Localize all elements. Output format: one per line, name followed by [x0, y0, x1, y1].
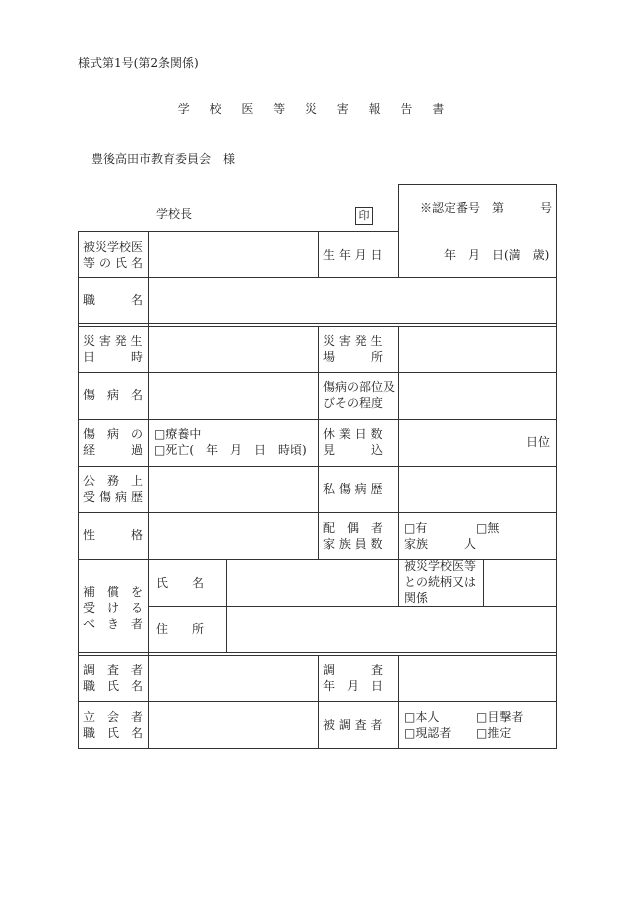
rule-v: [318, 326, 319, 559]
rule: [78, 559, 557, 560]
leave-days-unit: 日位: [526, 435, 551, 449]
subject-option-witness[interactable]: □目撃者: [476, 710, 524, 724]
addressee: 豊後高田市教育委員会 様: [91, 152, 236, 166]
subject-label: 被 調 査 者: [323, 718, 383, 732]
private-history-label: 私 傷 病 歴: [323, 482, 383, 496]
subject-option-confirmer[interactable]: □現認者: [404, 726, 452, 740]
disease-name-label: 傷 病 名: [83, 388, 144, 402]
document-title: 学 校 医 等 災 害 報 告 書: [177, 102, 453, 116]
occurrence-place-label-1: 災 害 発 生: [323, 334, 383, 348]
witness-label-1: 立 会 者: [83, 710, 144, 724]
rule: [78, 277, 557, 278]
relation-label-3: 関係: [404, 591, 429, 605]
victim-name-label-1: 被災学校医: [83, 240, 144, 254]
rule: [148, 606, 557, 607]
character-label: 性 格: [83, 528, 144, 542]
spouse-option-yes[interactable]: □有: [404, 521, 428, 535]
subject-option-self[interactable]: □本人: [404, 710, 440, 724]
compensation-label-1: 補 償 を: [83, 585, 144, 599]
seal-mark: 印: [355, 207, 373, 225]
injury-part-label-1: 傷病の部位及: [323, 380, 396, 394]
witness-label-2: 職 氏 名: [83, 726, 144, 740]
position-label: 職 名: [83, 293, 144, 307]
relation-label-2: との続柄又は: [404, 575, 477, 589]
leave-days-label-1: 休 業 日 数: [323, 427, 383, 441]
progress-option-deceased[interactable]: □死亡( 年 月 日 時頃): [154, 443, 307, 457]
rule-v: [148, 231, 149, 749]
table-border-left: [78, 231, 79, 749]
rule-v: [318, 231, 319, 277]
victim-name-label-2: 等の氏名: [83, 256, 143, 270]
family-prefix: 家族: [404, 537, 429, 551]
rule-v: [483, 559, 484, 606]
rule-v: [398, 655, 399, 749]
investigator-label-1: 調 査 者: [83, 663, 144, 677]
rule-v: [226, 559, 227, 652]
birth-date-label: 生 年 月 日: [323, 248, 383, 262]
cert-number-label: ※認定番号 第 号: [420, 201, 553, 215]
progress-label-1: 傷 病 の: [83, 427, 144, 441]
investigation-date-label-1: 調 査: [323, 663, 384, 677]
cert-box-left: [398, 184, 399, 231]
report-form-table: [78, 184, 557, 749]
rule-v: [398, 559, 399, 606]
compensation-label-3: べ き 者: [83, 617, 144, 631]
investigator-label-2: 職 氏 名: [83, 679, 144, 693]
recipient-address-label: 住 所: [156, 622, 205, 636]
table-border-top-left: [78, 231, 398, 232]
form-number: 様式第1号(第2条関係): [78, 56, 199, 70]
progress-label-2: 経 過: [83, 443, 144, 457]
spouse-label-1: 配 偶 者: [323, 521, 384, 535]
injury-part-label-2: びその程度: [323, 396, 384, 410]
rule-v: [318, 655, 319, 749]
principal-label: 学校長: [156, 207, 193, 221]
family-unit: 人: [464, 537, 477, 551]
occurrence-datetime-label-2: 日 時: [83, 350, 144, 364]
table-border-top-right: [398, 184, 557, 185]
rule-v: [398, 231, 399, 277]
recipient-name-label: 氏 名: [156, 576, 205, 590]
spouse-label-2: 家 族 員 数: [323, 537, 383, 551]
spouse-option-no[interactable]: □無: [476, 521, 500, 535]
official-history-label-1: 公 務 上: [83, 474, 144, 488]
rule: [78, 652, 557, 653]
occurrence-datetime-label-1: 災 害 発 生: [83, 334, 143, 348]
occurrence-place-label-2: 場 所: [323, 350, 384, 364]
official-history-label-2: 受傷病歴: [83, 490, 143, 504]
rule: [78, 323, 557, 324]
subject-option-presumed[interactable]: □推定: [476, 726, 512, 740]
leave-days-label-2: 見 込: [323, 443, 384, 457]
rule-v: [398, 326, 399, 559]
relation-label-1: 被災学校医等: [404, 559, 477, 573]
birth-date-value: 年 月 日(満 歳): [444, 248, 550, 262]
investigation-date-label-2: 年 月 日: [323, 679, 384, 693]
compensation-label-2: 受 け る: [83, 601, 144, 615]
progress-option-treating[interactable]: □療養中: [154, 427, 202, 441]
